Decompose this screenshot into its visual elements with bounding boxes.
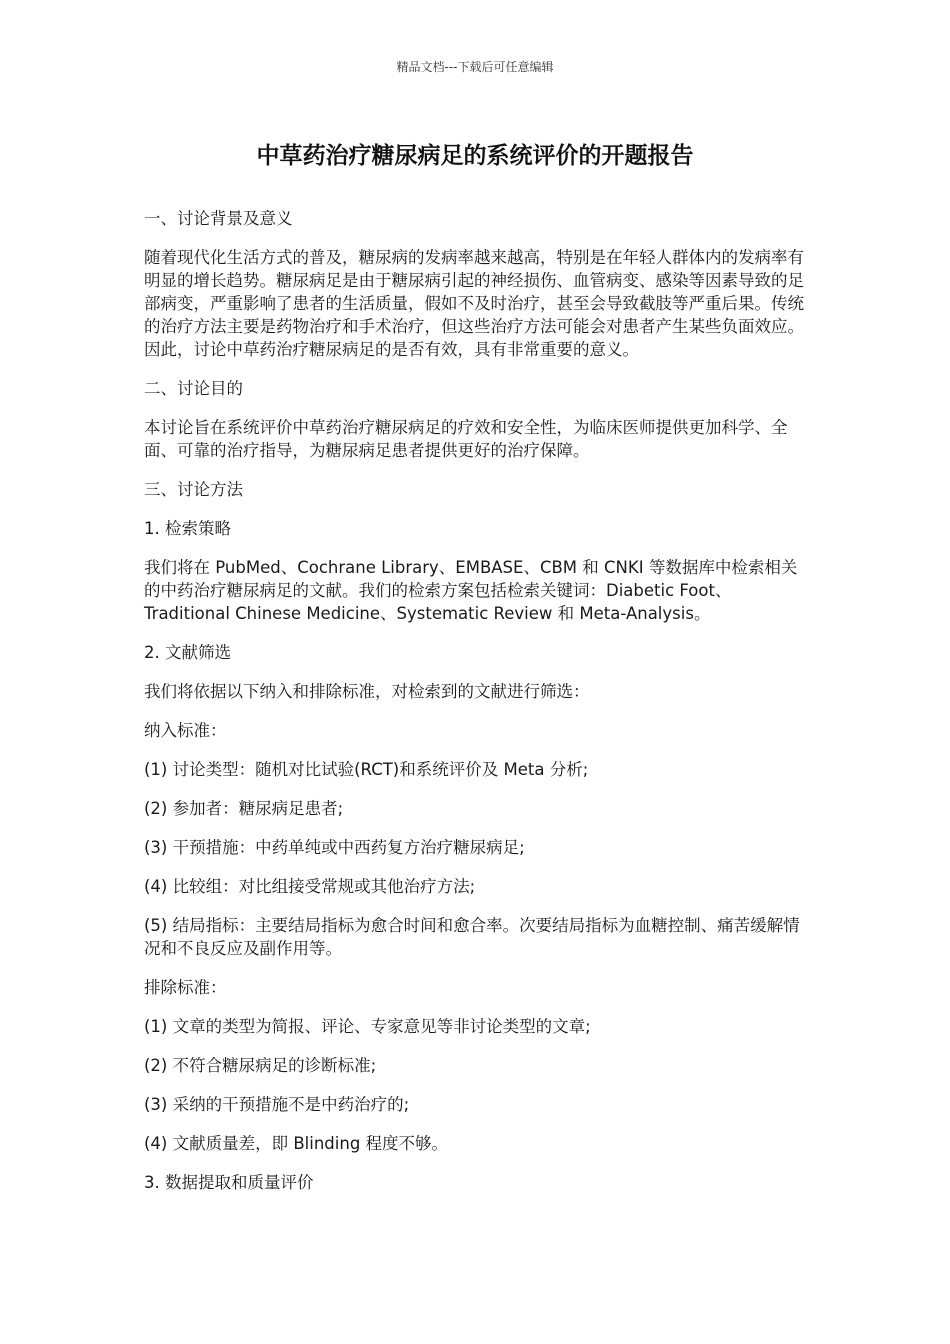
paragraph-search-strategy: 我们将在 PubMed、Cochrane Library、EMBASE、CBM 和 CNKI 等数据库中检索相关的中药治疗糖尿病足的文献。我们的检索方案包括检索关键词：Diabetic Foot、Traditional Chinese Medicine、Systematic Review 和 Meta-Analysis。 [144, 558, 798, 623]
paragraph-purpose: 本讨论旨在系统评价中草药治疗糖尿病足的疗效和安全性，为临床医师提供更加科学、全面、可靠的治疗指导，为糖尿病足患者提供更好的治疗保障。 [144, 418, 788, 460]
exclusion-item: (3) 采纳的干预措施不是中药治疗的; [144, 1095, 410, 1114]
subheading-search-strategy: 1. 检索策略 [144, 519, 231, 538]
subheading-literature-screening: 2. 文献筛选 [144, 643, 231, 662]
inclusion-heading: 纳入标准： [144, 721, 227, 740]
section-heading-methods: 三、讨论方法 [144, 480, 243, 499]
inclusion-item: (5) 结局指标：主要结局指标为愈合时间和愈合率。次要结局指标为血糖控制、痛苦缓解情况和不良反应及副作用等。 [144, 916, 800, 958]
section-heading-purpose: 二、讨论目的 [144, 379, 243, 398]
subheading-data-extraction: 3. 数据提取和质量评价 [144, 1173, 314, 1192]
document-body [144, 207, 812, 1210]
paragraph-background: 随着现代化生活方式的普及，糖尿病的发病率越来越高，特别是在年轻人群体内的发病率有明显的增长趋势。糖尿病足是由于糖尿病引起的神经损伤、血管病变、感染等因素导致的足部病变，严重影响了患者的生活质量，假如不及时治疗，甚至会导致截肢等严重后果。传统的治疗方法主要是药物治疗和手术治疗，但这些治疗方法可能会对患者产生某些负面效应。因此，讨论中草药治疗糖尿病足的是否有效，具有非常重要的意义。 [144, 248, 804, 359]
header-note: 精品文档---下载后可任意编辑 [396, 60, 554, 74]
inclusion-item: (3) 干预措施：中药单纯或中西药复方治疗糖尿病足; [144, 838, 525, 857]
inclusion-item: (4) 比较组：对比组接受常规或其他治疗方法; [144, 877, 476, 896]
paragraph-screening-intro: 我们将依据以下纳入和排除标准，对检索到的文献进行筛选： [144, 682, 590, 701]
section-heading-background: 一、讨论背景及意义 [144, 209, 293, 228]
document-title: 中草药治疗糖尿病足的系统评价的开题报告 [256, 143, 694, 169]
exclusion-item: (2) 不符合糖尿病足的诊断标准; [144, 1056, 377, 1075]
inclusion-item: (2) 参加者：糖尿病足患者; [144, 799, 344, 818]
exclusion-heading: 排除标准： [144, 978, 227, 997]
exclusion-item: (4) 文献质量差，即 Blinding 程度不够。 [144, 1134, 449, 1153]
exclusion-item: (1) 文章的类型为简报、评论、专家意见等非讨论类型的文章; [144, 1017, 591, 1036]
inclusion-item: (1) 讨论类型：随机对比试验(RCT)和系统评价及 Meta 分析; [144, 760, 589, 779]
